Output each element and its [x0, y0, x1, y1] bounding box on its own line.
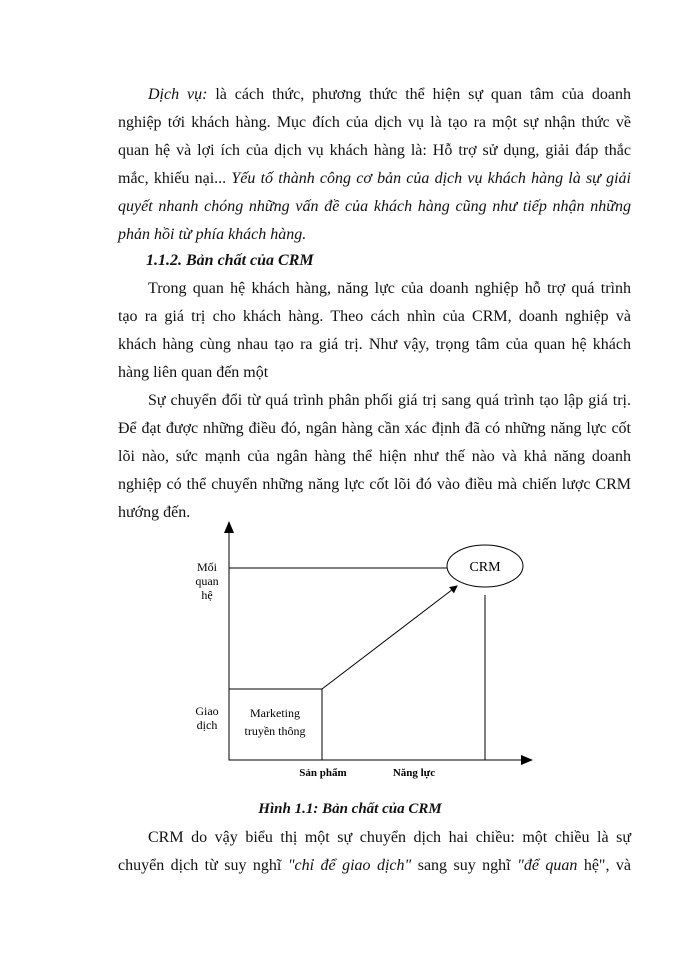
y-label-transaction-1: Giao: [195, 704, 219, 718]
figure-caption: Hình 1.1: Bản chất của CRM: [258, 801, 442, 817]
y-label-transaction-2: dịch: [196, 718, 218, 732]
box-label-2: truyền thông: [244, 724, 306, 738]
y-axis-arrow-icon: [224, 521, 234, 533]
paragraph-transition: Sự chuyển đổi từ quá trình phân phối giá trị sang quá trình tạo lập giá trị. Để đạt được những điều đó, ngân hàng cần xác định đã có những năng lực cốt lõi nào, sức mạnh của ngân hàng thể hiện như thế nào và khả năng doanh nghiệp có thể chuyển những năng lực cốt lõi đó vào điều mà chiến lược CRM hướng đến.: [118, 392, 631, 521]
x-axis-arrow-icon: [521, 755, 533, 765]
box-label-1: Marketing: [250, 706, 300, 720]
crm-label: CRM: [469, 560, 501, 575]
paragraph-nature: Trong quan hệ khách hàng, năng lực của doanh nghiệp hỗ trợ quá trình tạo ra giá trị cho khách hàng. Theo cách nhìn của CRM, doanh nghiệp và khách hàng cùng nhau tạo ra giá trị. Như vậy, trọng tâm của quan hệ khách hàng liên quan đến một: [118, 280, 631, 381]
x-label-product: Sản phẩm: [299, 767, 347, 779]
paragraph-service: Dịch vụ: là cách thức, phương thức thể hiện sự quan tâm của doanh nghiệp tới khách hàng. Mục đích của dịch vụ là tạo ra một sự nhận thức về quan hệ và lợi ích của dịch vụ khách hàng là: Hỗ trợ sử dụng, giải đáp thắc mắc, khiếu nại... Yếu tố thành công cơ bản của dịch vụ khách hàng là sự giải quyết nhanh chóng những vấn đề của khách hàng cũng như tiếp nhận những phản hồi từ phía khách hàng.: [118, 86, 632, 243]
y-label-relationship-1: Mối: [196, 560, 218, 574]
growth-arrow: [322, 586, 457, 689]
x-label-capability: Năng lực: [392, 767, 436, 779]
y-label-relationship-3: hệ: [201, 588, 213, 602]
paragraph-shift: CRM do vậy biểu thị một sự chuyển dịch hai chiều: một chiều là sự chuyển dịch từ suy nghĩ "chỉ để giao dịch" sang suy nghĩ "để quan hệ", và: [118, 829, 632, 874]
y-label-relationship-2: quan: [195, 574, 219, 588]
section-heading: 1.1.2. Bản chất của CRM: [146, 252, 314, 269]
service-label: Dịch vụ:: [148, 86, 208, 103]
